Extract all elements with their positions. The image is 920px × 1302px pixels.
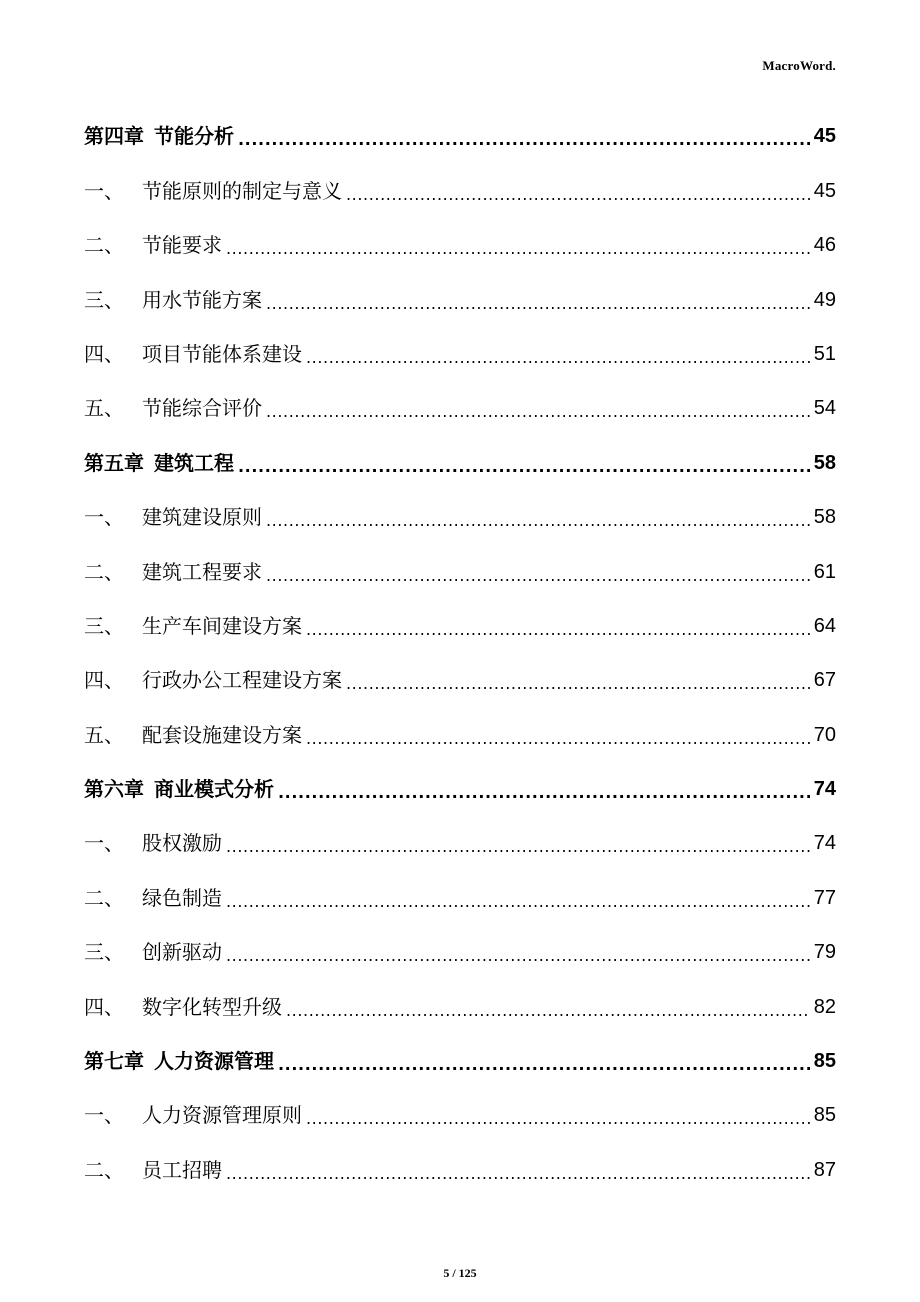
toc-entry-title: 建筑建设原则 <box>142 505 262 530</box>
toc-entry-page: 85 <box>813 1104 836 1127</box>
toc-section-entry[interactable] <box>84 271 836 325</box>
toc-dot-leader <box>346 179 810 203</box>
toc-entry-page: 58 <box>813 451 836 474</box>
toc-section-entry[interactable] <box>84 869 836 923</box>
toc-entry-number: 五、 <box>84 396 124 421</box>
toc-entry-page: 85 <box>813 1050 836 1073</box>
toc-dot-leader <box>266 560 810 584</box>
toc-entry-title: 节能要求 <box>142 233 222 258</box>
toc-entry-number: 二、 <box>84 1157 124 1182</box>
toc-entry-title: 节能原则的制定与意义 <box>142 178 342 203</box>
toc-dot-leader <box>266 288 810 312</box>
toc-chapter-entry[interactable] <box>84 1033 836 1087</box>
toc-entry-title: 创新驱动 <box>142 940 222 965</box>
toc-dot-leader <box>306 342 810 366</box>
toc-entry-page: 64 <box>813 614 836 637</box>
toc-entry-number: 一、 <box>84 831 124 856</box>
toc-entry-title: 人力资源管理 <box>154 1049 274 1074</box>
toc-dot-leader <box>306 1103 810 1127</box>
toc-entry-page: 49 <box>813 288 836 311</box>
toc-section-entry[interactable] <box>84 652 836 706</box>
toc-entry-number: 四、 <box>84 341 124 366</box>
toc-dot-leader <box>266 396 810 420</box>
toc-section-entry[interactable] <box>84 380 836 434</box>
toc-dot-leader <box>238 451 810 475</box>
toc-entry-page: 77 <box>813 886 836 909</box>
toc-dot-leader <box>226 886 810 910</box>
toc-entry-number: 二、 <box>84 885 124 910</box>
toc-entry-title: 节能综合评价 <box>142 396 262 421</box>
toc-entry-title: 股权激励 <box>142 831 222 856</box>
toc-section-entry[interactable] <box>84 815 836 869</box>
toc-dot-leader <box>278 777 810 801</box>
toc-dot-leader <box>226 1158 810 1182</box>
toc-section-entry[interactable] <box>84 978 836 1032</box>
page-number: 5 / 125 <box>443 1266 477 1280</box>
toc-entry-page: 74 <box>813 832 836 855</box>
toc-entry-page: 58 <box>813 506 836 529</box>
toc-entry-page: 54 <box>813 397 836 420</box>
toc-entry-number: 四、 <box>84 994 124 1019</box>
toc-entry-title: 绿色制造 <box>142 885 222 910</box>
toc-section-entry[interactable] <box>84 706 836 760</box>
toc-chapter-entry[interactable] <box>84 761 836 815</box>
toc-section-entry[interactable] <box>84 162 836 216</box>
header-brand: MacroWord. <box>762 58 836 73</box>
toc-entry-page: 45 <box>813 179 836 202</box>
toc-entry-title: 节能分析 <box>154 124 234 149</box>
toc-dot-leader <box>226 831 810 855</box>
toc-entry-page: 51 <box>813 342 836 365</box>
toc-entry-number: 四、 <box>84 668 124 693</box>
toc-entry-title: 人力资源管理原则 <box>142 1103 302 1128</box>
toc-entry-title: 生产车间建设方案 <box>142 613 302 638</box>
toc-entry-page: 67 <box>813 669 836 692</box>
toc-section-entry[interactable] <box>84 1141 836 1195</box>
toc-dot-leader <box>306 614 810 638</box>
toc-entry-number: 一、 <box>84 178 124 203</box>
toc-entry-page: 87 <box>813 1158 836 1181</box>
toc-entry-title: 建筑工程要求 <box>142 559 262 584</box>
toc-dot-leader <box>226 233 810 257</box>
toc-entry-title: 配套设施建设方案 <box>142 722 302 747</box>
toc-dot-leader <box>226 940 810 964</box>
toc-section-entry[interactable] <box>84 489 836 543</box>
toc-entry-title: 项目节能体系建设 <box>142 341 302 366</box>
toc-entry-number: 第七章 <box>84 1049 144 1074</box>
toc-entry-page: 70 <box>813 723 836 746</box>
toc-section-entry[interactable] <box>84 1087 836 1141</box>
toc-dot-leader <box>238 124 810 148</box>
toc-entry-number: 五、 <box>84 722 124 747</box>
toc-entry-title: 数字化转型升级 <box>142 994 282 1019</box>
toc-entry-number: 第五章 <box>84 450 144 475</box>
toc-chapter-entry[interactable] <box>84 434 836 488</box>
toc-entry-title: 建筑工程 <box>154 450 234 475</box>
toc-entry-number: 第四章 <box>84 124 144 149</box>
toc-entry-title: 商业模式分析 <box>154 777 274 802</box>
toc-entry-number: 二、 <box>84 559 124 584</box>
toc-chapter-entry[interactable] <box>84 108 836 162</box>
toc-dot-leader <box>306 723 810 747</box>
toc-entry-page: 46 <box>813 234 836 257</box>
toc-entry-page: 79 <box>813 941 836 964</box>
toc-entry-number: 三、 <box>84 940 124 965</box>
toc-entry-number: 三、 <box>84 613 124 638</box>
toc-section-entry[interactable] <box>84 543 836 597</box>
toc-dot-leader <box>266 505 810 529</box>
toc-entry-number: 第六章 <box>84 777 144 802</box>
toc-entry-page: 74 <box>813 778 836 801</box>
table-of-contents <box>84 108 836 1196</box>
toc-entry-number: 一、 <box>84 505 124 530</box>
toc-dot-leader <box>346 668 810 692</box>
toc-entry-title: 行政办公工程建设方案 <box>142 668 342 693</box>
toc-entry-page: 61 <box>813 560 836 583</box>
toc-entry-number: 一、 <box>84 1103 124 1128</box>
toc-entry-page: 45 <box>813 125 836 148</box>
toc-dot-leader <box>278 1049 810 1073</box>
toc-entry-page: 82 <box>813 995 836 1018</box>
toc-entry-title: 员工招聘 <box>142 1157 222 1182</box>
toc-entry-number: 三、 <box>84 287 124 312</box>
toc-entry-title: 用水节能方案 <box>142 287 262 312</box>
toc-section-entry[interactable] <box>84 326 836 380</box>
toc-dot-leader <box>286 995 810 1019</box>
toc-section-entry[interactable] <box>84 217 836 271</box>
toc-entry-number: 二、 <box>84 233 124 258</box>
toc-section-entry[interactable] <box>84 924 836 978</box>
toc-section-entry[interactable] <box>84 598 836 652</box>
